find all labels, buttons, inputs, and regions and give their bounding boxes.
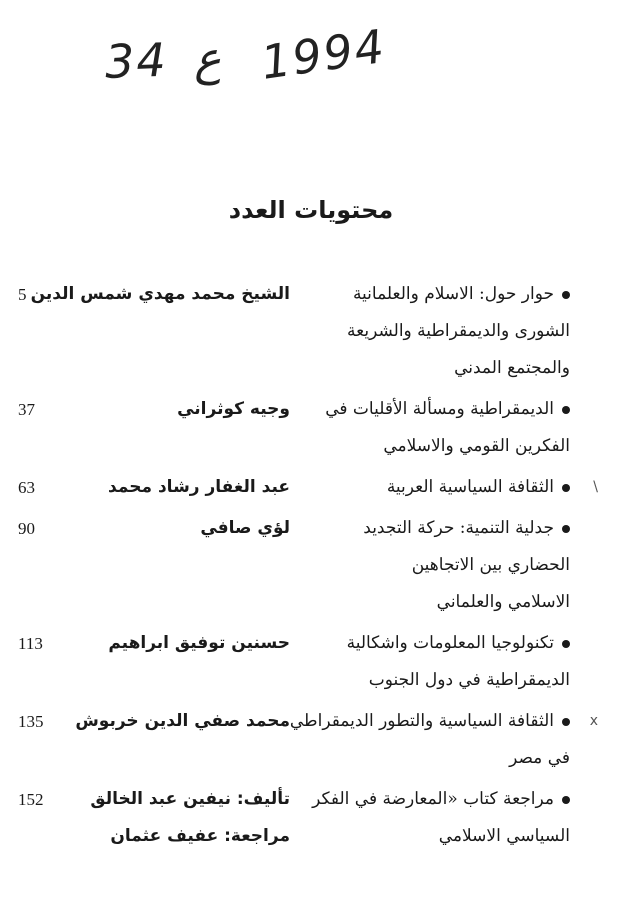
entry-title-text: والمجتمع المدني	[454, 358, 570, 378]
bullet-icon	[562, 484, 570, 492]
toc-entry	[0, 781, 622, 855]
entry-title-text: تكنولوجيا المعلومات واشكالية	[346, 633, 554, 653]
entry-title-text: الفكرين القومي والاسلامي	[383, 436, 570, 456]
toc-entry	[0, 625, 622, 699]
annotation-letter: ع	[192, 30, 222, 86]
entry-title-text: السياسي الاسلامي	[438, 826, 570, 846]
entry-title	[334, 510, 570, 621]
entry-page-number: 135	[18, 712, 44, 731]
entry-title	[325, 391, 570, 465]
entry-title-line	[334, 469, 570, 506]
entry-author: حسنين توفيق ابراهيم	[108, 633, 290, 653]
entry-title	[334, 625, 570, 699]
entry-title-line	[312, 781, 570, 818]
entry-author: عبد الغفار رشاد محمد	[108, 477, 290, 497]
entry-title-text: الشورى والديمقراطية والشريعة	[347, 321, 570, 341]
entry-title	[334, 276, 570, 387]
entry-title-line	[334, 510, 570, 547]
entry-author: وجيه كوثراني	[177, 399, 290, 419]
entry-title-text: جدلية التنمية: حركة التجديد	[363, 518, 554, 538]
annotation-number: 34	[104, 32, 169, 89]
bullet-icon	[562, 640, 570, 648]
entry-page-number: 5	[18, 285, 27, 304]
toc-entry	[0, 391, 622, 465]
bullet-icon	[562, 525, 570, 533]
entry-title-text: مراجعة كتاب «المعارضة في الفكر	[312, 789, 554, 809]
entry-title-text: الاسلامي والعلماني	[436, 592, 570, 612]
entry-title-text: في مصر	[509, 748, 570, 768]
entry-title-line	[334, 584, 570, 621]
toc-entry	[0, 703, 622, 777]
entry-title-text: الديمقراطية ومسألة الأقليات في	[325, 399, 554, 419]
entry-title-line	[334, 276, 570, 313]
entry-reviewer: مراجعة: عفيف عثمان	[110, 826, 290, 846]
page-title: محتويات العدد	[228, 196, 394, 224]
toc-entry	[0, 469, 622, 506]
bullet-icon	[562, 796, 570, 804]
entry-author: الشيخ محمد مهدي شمس الدين	[30, 284, 290, 304]
entry-title-line	[334, 428, 570, 465]
bullet-icon	[562, 291, 570, 299]
entry-title	[289, 703, 570, 777]
entry-title-line	[334, 662, 570, 699]
entry-title	[334, 469, 570, 506]
entry-author: تأليف: نيفين عبد الخالق	[90, 789, 290, 809]
entry-title-text: الثقافة السياسية العربية	[386, 477, 554, 497]
entry-title-line	[334, 625, 570, 662]
entry-page-number: 63	[18, 478, 35, 497]
entry-title-text: الديمقراطية في دول الجنوب	[368, 670, 570, 690]
bullet-icon	[562, 406, 570, 414]
entry-page-number: 113	[18, 634, 43, 653]
entry-title-text: الثقافة السياسية والتطور الديمقراطي	[289, 711, 554, 731]
entry-page-number: 90	[18, 519, 35, 538]
entry-page-number: 37	[18, 400, 35, 419]
annotation-year: 1994	[257, 18, 390, 90]
entry-title-line	[325, 391, 570, 428]
entry-title-line	[334, 547, 570, 584]
entry-title-line	[334, 818, 570, 855]
entry-title-line	[289, 703, 570, 740]
entry-title	[312, 781, 570, 855]
entry-title-text: الحضاري بين الاتجاهين	[411, 555, 570, 575]
entry-title-text: حوار حول: الاسلام والعلمانية	[352, 284, 554, 304]
entry-author: محمد صفي الدين خربوش	[75, 711, 290, 731]
margin-mark: x	[589, 713, 598, 729]
margin-mark: \	[593, 479, 598, 495]
entry-title-line	[334, 313, 570, 350]
toc-entry	[0, 510, 622, 621]
entry-title-line	[334, 740, 570, 777]
entry-page-number: 152	[18, 790, 44, 809]
entry-title-line	[334, 350, 570, 387]
handwritten-annotation	[104, 18, 390, 90]
bullet-icon	[562, 718, 570, 726]
entry-author: لؤي صافي	[200, 518, 290, 538]
toc-entry	[0, 276, 622, 387]
